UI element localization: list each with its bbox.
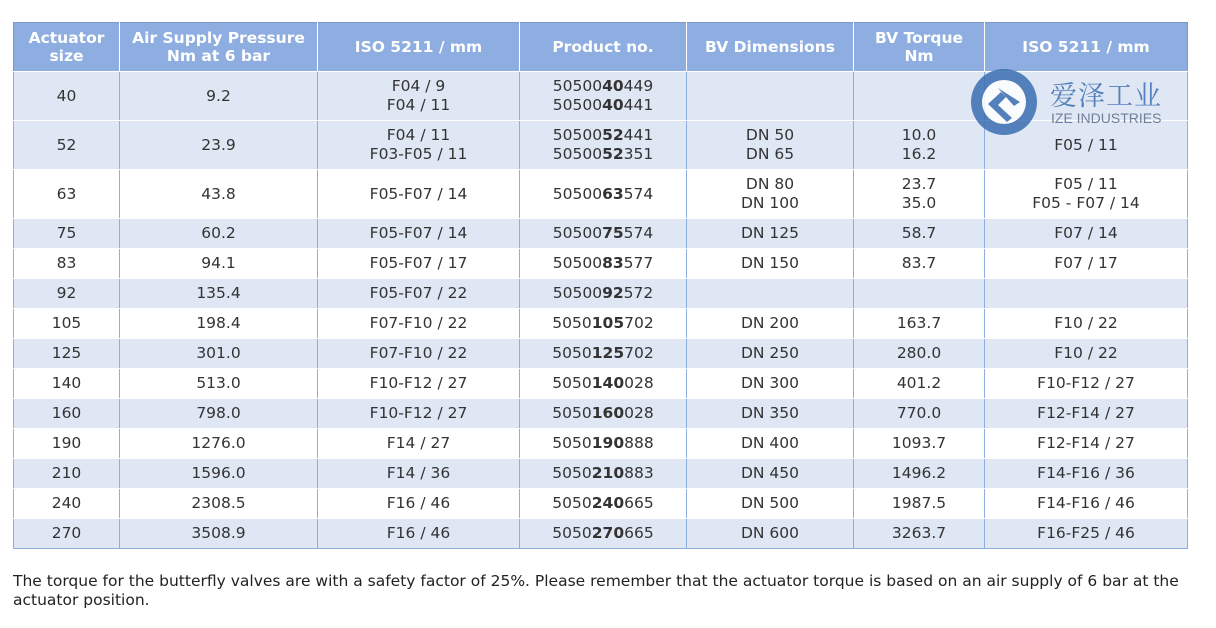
product-number-part: 665 — [624, 524, 654, 542]
bv-torque-cell — [854, 219, 985, 249]
bv-dimensions-cell — [687, 429, 854, 459]
iso-5211-cell — [318, 519, 520, 549]
product-number-size-part: 105 — [591, 314, 625, 332]
iso-5211-cell-line: F14 / 36 — [386, 464, 451, 482]
actuator-spec-table — [13, 22, 1188, 549]
iso-5211-second-cell — [985, 279, 1188, 309]
iso-5211-second-cell — [985, 249, 1188, 279]
iso-5211-cell — [318, 72, 520, 121]
header-text: Nm at 6 bar — [166, 47, 271, 65]
actuator-size-cell: 160 — [14, 399, 120, 429]
iso-5211-cell-line: F07-F10 / 22 — [369, 344, 468, 362]
product-number — [523, 464, 683, 483]
table-row — [14, 170, 1188, 219]
bv-dimensions-cell — [687, 399, 854, 429]
iso-5211-second-cell — [985, 339, 1188, 369]
product-number-part: 50500 — [552, 284, 603, 302]
bv-torque-cell — [854, 170, 985, 219]
product-number-size-part: 40 — [602, 77, 624, 95]
product-number-size-part: 52 — [602, 145, 624, 163]
bv-dimensions-cell-line: DN 200 — [740, 314, 800, 332]
column-header — [14, 23, 120, 72]
product-number-part: 574 — [623, 184, 654, 203]
bv-dimensions-cell — [687, 489, 854, 519]
product-number — [523, 404, 683, 423]
iso-5211-second-cell-line: F10 / 22 — [1054, 344, 1118, 362]
iso-5211-cell — [318, 489, 520, 519]
bv-dimensions-cell — [687, 170, 854, 219]
bv-dimensions-cell-line: DN 450 — [740, 464, 800, 482]
footnote: The torque for the butterfly valves are with a safety factor of 25%. Please remember that the actuator torque is based on an air supply of 6 bar at the actuator position. — [13, 572, 1179, 609]
product-number — [523, 254, 683, 273]
product-number-size-part: 125 — [591, 344, 625, 362]
product-number-cell — [520, 309, 687, 339]
product-number-size-part: 210 — [591, 464, 625, 482]
table-row — [14, 369, 1188, 399]
iso-5211-cell — [318, 121, 520, 170]
bv-torque-cell — [854, 121, 985, 170]
air-pressure-cell: 3508.9 — [120, 519, 318, 549]
actuator-size-cell: 210 — [14, 459, 120, 489]
product-number-size-part: 240 — [591, 494, 625, 512]
product-number-part: 574 — [623, 224, 654, 242]
iso-5211-cell-line: F04 / 11 — [386, 126, 451, 144]
header-text: Air Supply Pressure — [132, 29, 305, 47]
actuator-size-cell: 270 — [14, 519, 120, 549]
bv-dimensions-cell-line: DN 80 — [745, 175, 795, 193]
column-header — [318, 23, 520, 72]
iso-5211-second-cell — [985, 170, 1188, 219]
table-row — [14, 459, 1188, 489]
table-row — [14, 309, 1188, 339]
bv-torque-cell-line: 401.2 — [896, 374, 942, 392]
product-number — [523, 77, 683, 96]
air-pressure-cell: 94.1 — [120, 249, 318, 279]
bv-torque-cell — [854, 339, 985, 369]
header-text: ISO 5211 / mm — [1022, 38, 1150, 56]
product-number — [523, 314, 683, 333]
iso-5211-second-cell-line: F05 / 11 — [1054, 175, 1118, 193]
product-number — [523, 96, 683, 115]
bv-torque-cell-line: 58.7 — [901, 224, 937, 242]
product-number-part: 572 — [623, 284, 654, 302]
product-number-part: 5050 — [552, 524, 592, 542]
product-number-part: 888 — [624, 434, 654, 452]
product-number-part: 50500 — [552, 96, 603, 114]
bv-torque-cell-line: 163.7 — [896, 314, 942, 332]
bv-torque-cell — [854, 519, 985, 549]
product-number-part: 441 — [623, 96, 654, 114]
product-number-part: 702 — [624, 344, 654, 362]
bv-dimensions-cell — [687, 369, 854, 399]
table-header-row — [14, 23, 1188, 72]
product-number — [523, 126, 683, 145]
iso-5211-cell-line: F04 / 9 — [391, 77, 446, 95]
air-pressure-cell: 135.4 — [120, 279, 318, 309]
iso-5211-second-cell-line: F07 / 14 — [1054, 224, 1118, 242]
product-number-part: 577 — [623, 254, 654, 272]
iso-5211-second-cell — [985, 121, 1188, 170]
product-number-part: 5050 — [552, 314, 592, 332]
bv-torque-cell-line: 3263.7 — [891, 524, 947, 542]
iso-5211-cell-line: F05-F07 / 14 — [369, 184, 468, 203]
bv-dimensions-cell-line: DN 600 — [740, 524, 800, 542]
air-pressure-cell: 9.2 — [120, 72, 318, 121]
iso-5211-second-cell — [985, 429, 1188, 459]
bv-dimensions-cell-line: DN 65 — [745, 145, 795, 163]
product-number-cell — [520, 369, 687, 399]
iso-5211-cell — [318, 309, 520, 339]
table-row — [14, 489, 1188, 519]
actuator-size-cell: 125 — [14, 339, 120, 369]
iso-5211-second-cell-line: F07 / 17 — [1054, 254, 1118, 272]
product-number-size-part: 83 — [602, 254, 624, 272]
product-number — [523, 494, 683, 513]
air-pressure-cell: 1596.0 — [120, 459, 318, 489]
actuator-size-cell: 190 — [14, 429, 120, 459]
bv-dimensions-cell-line: DN 250 — [740, 344, 800, 362]
table-row — [14, 121, 1188, 170]
product-number-part: 028 — [624, 374, 654, 392]
actuator-size-cell: 63 — [14, 170, 120, 219]
product-number-cell — [520, 519, 687, 549]
table-row — [14, 429, 1188, 459]
iso-5211-second-cell — [985, 459, 1188, 489]
table-row — [14, 72, 1188, 121]
product-number-part: 665 — [624, 494, 654, 512]
air-pressure-cell: 2308.5 — [120, 489, 318, 519]
product-number-part: 702 — [624, 314, 654, 332]
iso-5211-cell-line: F16 / 46 — [386, 524, 451, 542]
product-number-part: 50500 — [552, 126, 603, 144]
header-text: Actuator — [28, 29, 105, 47]
bv-torque-cell-line: 10.0 — [901, 126, 937, 144]
actuator-size-cell: 92 — [14, 279, 120, 309]
iso-5211-cell — [318, 219, 520, 249]
bv-torque-cell — [854, 429, 985, 459]
product-number-size-part: 75 — [602, 224, 624, 242]
iso-5211-second-cell-line: F12-F14 / 27 — [1037, 434, 1135, 452]
bv-torque-cell — [854, 369, 985, 399]
product-number-part: 5050 — [552, 494, 592, 512]
product-number — [523, 374, 683, 393]
bv-torque-cell-line: 23.7 — [901, 175, 937, 193]
product-number-size-part: 270 — [591, 524, 625, 542]
column-header — [985, 23, 1188, 72]
bv-torque-cell-line: 83.7 — [901, 254, 937, 272]
table-row — [14, 249, 1188, 279]
table-row — [14, 339, 1188, 369]
column-header — [520, 23, 687, 72]
product-number-cell — [520, 489, 687, 519]
product-number-part: 028 — [624, 404, 654, 422]
product-number-size-part: 140 — [591, 374, 625, 392]
bv-torque-cell-line: 280.0 — [896, 344, 942, 362]
bv-torque-cell — [854, 399, 985, 429]
iso-5211-second-cell — [985, 309, 1188, 339]
iso-5211-cell — [318, 399, 520, 429]
actuator-size-cell: 240 — [14, 489, 120, 519]
iso-5211-second-cell — [985, 399, 1188, 429]
iso-5211-cell-line: F14 / 27 — [386, 434, 451, 452]
iso-5211-cell — [318, 249, 520, 279]
product-number-size-part: 190 — [591, 434, 625, 452]
product-number-part: 5050 — [552, 464, 592, 482]
actuator-size-cell: 105 — [14, 309, 120, 339]
bv-torque-cell-line: 16.2 — [901, 145, 937, 163]
bv-dimensions-cell-line: DN 400 — [740, 434, 800, 452]
bv-dimensions-cell-line: DN 125 — [740, 224, 800, 242]
bv-dimensions-cell — [687, 279, 854, 309]
iso-5211-cell-line: F16 / 46 — [386, 494, 451, 512]
bv-torque-cell — [854, 309, 985, 339]
product-number-size-part: 52 — [602, 126, 624, 144]
product-number-part: 50500 — [552, 184, 603, 203]
bv-dimensions-cell — [687, 72, 854, 121]
bv-dimensions-cell — [687, 121, 854, 170]
iso-5211-cell — [318, 170, 520, 219]
bv-torque-cell-line: 770.0 — [896, 404, 942, 422]
bv-dimensions-cell-line: DN 150 — [740, 254, 800, 272]
air-pressure-cell: 23.9 — [120, 121, 318, 170]
bv-dimensions-cell — [687, 219, 854, 249]
iso-5211-cell-line: F10-F12 / 27 — [369, 404, 468, 422]
bv-dimensions-cell-line: DN 50 — [745, 126, 795, 144]
product-number-cell — [520, 170, 687, 219]
iso-5211-second-cell — [985, 519, 1188, 549]
air-pressure-cell: 60.2 — [120, 219, 318, 249]
bv-torque-cell-line: 1496.2 — [891, 464, 947, 482]
product-number — [523, 524, 683, 543]
iso-5211-cell-line: F07-F10 / 22 — [369, 314, 468, 332]
product-number-part: 883 — [624, 464, 654, 482]
product-number-cell — [520, 429, 687, 459]
iso-5211-cell-line: F10-F12 / 27 — [369, 374, 468, 392]
column-header — [687, 23, 854, 72]
actuator-size-cell: 140 — [14, 369, 120, 399]
iso-5211-cell — [318, 339, 520, 369]
product-number-part: 441 — [623, 126, 654, 144]
header-text: BV Dimensions — [705, 38, 835, 56]
bv-dimensions-cell — [687, 309, 854, 339]
bv-torque-cell — [854, 72, 985, 121]
air-pressure-cell: 513.0 — [120, 369, 318, 399]
product-number-part: 449 — [623, 77, 654, 95]
product-number-part: 5050 — [552, 434, 592, 452]
air-pressure-cell: 198.4 — [120, 309, 318, 339]
product-number — [523, 145, 683, 164]
product-number-part: 5050 — [552, 374, 592, 392]
product-number — [523, 344, 683, 363]
product-number-part: 50500 — [552, 145, 603, 163]
bv-torque-cell — [854, 279, 985, 309]
header-text: Product no. — [552, 38, 654, 56]
iso-5211-cell — [318, 429, 520, 459]
actuator-size-cell: 75 — [14, 219, 120, 249]
iso-5211-second-cell-line: F05 - F07 / 14 — [1032, 194, 1140, 212]
product-number-size-part: 63 — [602, 184, 624, 203]
iso-5211-second-cell-line: F10 / 22 — [1054, 314, 1118, 332]
header-text: BV Torque — [874, 29, 964, 47]
product-number-part: 50500 — [552, 77, 603, 95]
product-number-cell — [520, 399, 687, 429]
header-text: Nm — [904, 47, 934, 65]
iso-5211-second-cell-line: F12-F14 / 27 — [1037, 404, 1135, 422]
product-number-cell — [520, 219, 687, 249]
air-pressure-cell: 798.0 — [120, 399, 318, 429]
table-row — [14, 219, 1188, 249]
product-number — [523, 284, 683, 303]
bv-dimensions-cell — [687, 459, 854, 489]
table-row — [14, 519, 1188, 549]
product-number-cell — [520, 121, 687, 170]
logo-english-text: IZE INDUSTRIES — [1051, 110, 1162, 126]
product-number-cell — [520, 459, 687, 489]
iso-5211-cell — [318, 369, 520, 399]
iso-5211-second-cell-line: F14-F16 / 46 — [1037, 494, 1135, 512]
bv-torque-cell-line: 1987.5 — [891, 494, 947, 512]
product-number-size-part: 92 — [602, 284, 624, 302]
bv-dimensions-cell-line: DN 100 — [740, 194, 800, 212]
iso-5211-cell — [318, 279, 520, 309]
logo-chinese-text: 爱泽工业 — [1050, 81, 1162, 112]
bv-dimensions-cell-line: DN 300 — [740, 374, 800, 392]
bv-dimensions-cell — [687, 249, 854, 279]
iso-5211-second-cell-line: F16-F25 / 46 — [1037, 524, 1135, 542]
iso-5211-cell-line: F04 / 11 — [386, 96, 451, 114]
bv-dimensions-cell — [687, 519, 854, 549]
header-text: ISO 5211 / mm — [354, 38, 483, 56]
bv-torque-cell-line: 1093.7 — [891, 434, 947, 452]
product-number-cell — [520, 72, 687, 121]
air-pressure-cell: 1276.0 — [120, 429, 318, 459]
product-number-part: 5050 — [552, 404, 592, 422]
iso-5211-cell-line: F05-F07 / 17 — [369, 254, 468, 272]
iso-5211-second-cell-line: F05 / 11 — [1054, 135, 1118, 154]
bv-dimensions-cell-line: DN 350 — [740, 404, 800, 422]
product-number — [523, 434, 683, 453]
bv-dimensions-cell — [687, 339, 854, 369]
bv-torque-cell-line: 35.0 — [901, 194, 937, 212]
column-header — [120, 23, 318, 72]
product-number-part: 5050 — [552, 344, 592, 362]
bv-torque-cell — [854, 459, 985, 489]
table-row — [14, 279, 1188, 309]
actuator-size-cell: 40 — [14, 72, 120, 121]
air-pressure-cell: 43.8 — [120, 170, 318, 219]
iso-5211-second-cell-line: F10-F12 / 27 — [1037, 374, 1135, 392]
iso-5211-second-cell — [985, 369, 1188, 399]
product-number-cell — [520, 339, 687, 369]
bv-torque-cell — [854, 249, 985, 279]
header-text: size — [49, 47, 84, 65]
iso-5211-second-cell — [985, 219, 1188, 249]
air-pressure-cell: 301.0 — [120, 339, 318, 369]
iso-5211-cell-line: F05-F07 / 22 — [369, 284, 468, 302]
bv-torque-cell — [854, 489, 985, 519]
product-number-cell — [520, 279, 687, 309]
product-number-part: 50500 — [552, 254, 603, 272]
product-number-part: 351 — [623, 145, 654, 163]
product-number-part: 50500 — [552, 224, 603, 242]
product-number — [523, 185, 683, 204]
iso-5211-cell-line: F03-F05 / 11 — [369, 145, 468, 163]
table-row — [14, 399, 1188, 429]
product-number — [523, 224, 683, 243]
iso-5211-second-cell — [985, 489, 1188, 519]
actuator-size-cell: 52 — [14, 121, 120, 170]
product-number-size-part: 160 — [591, 404, 625, 422]
product-number-cell — [520, 249, 687, 279]
actuator-size-cell: 83 — [14, 249, 120, 279]
column-header — [854, 23, 985, 72]
iso-5211-cell-line: F05-F07 / 14 — [369, 224, 468, 242]
bv-dimensions-cell-line: DN 500 — [740, 494, 800, 512]
iso-5211-cell — [318, 459, 520, 489]
product-number-size-part: 40 — [602, 96, 624, 114]
iso-5211-second-cell-line: F14-F16 / 36 — [1037, 464, 1135, 482]
iso-5211-second-cell — [985, 72, 1188, 121]
